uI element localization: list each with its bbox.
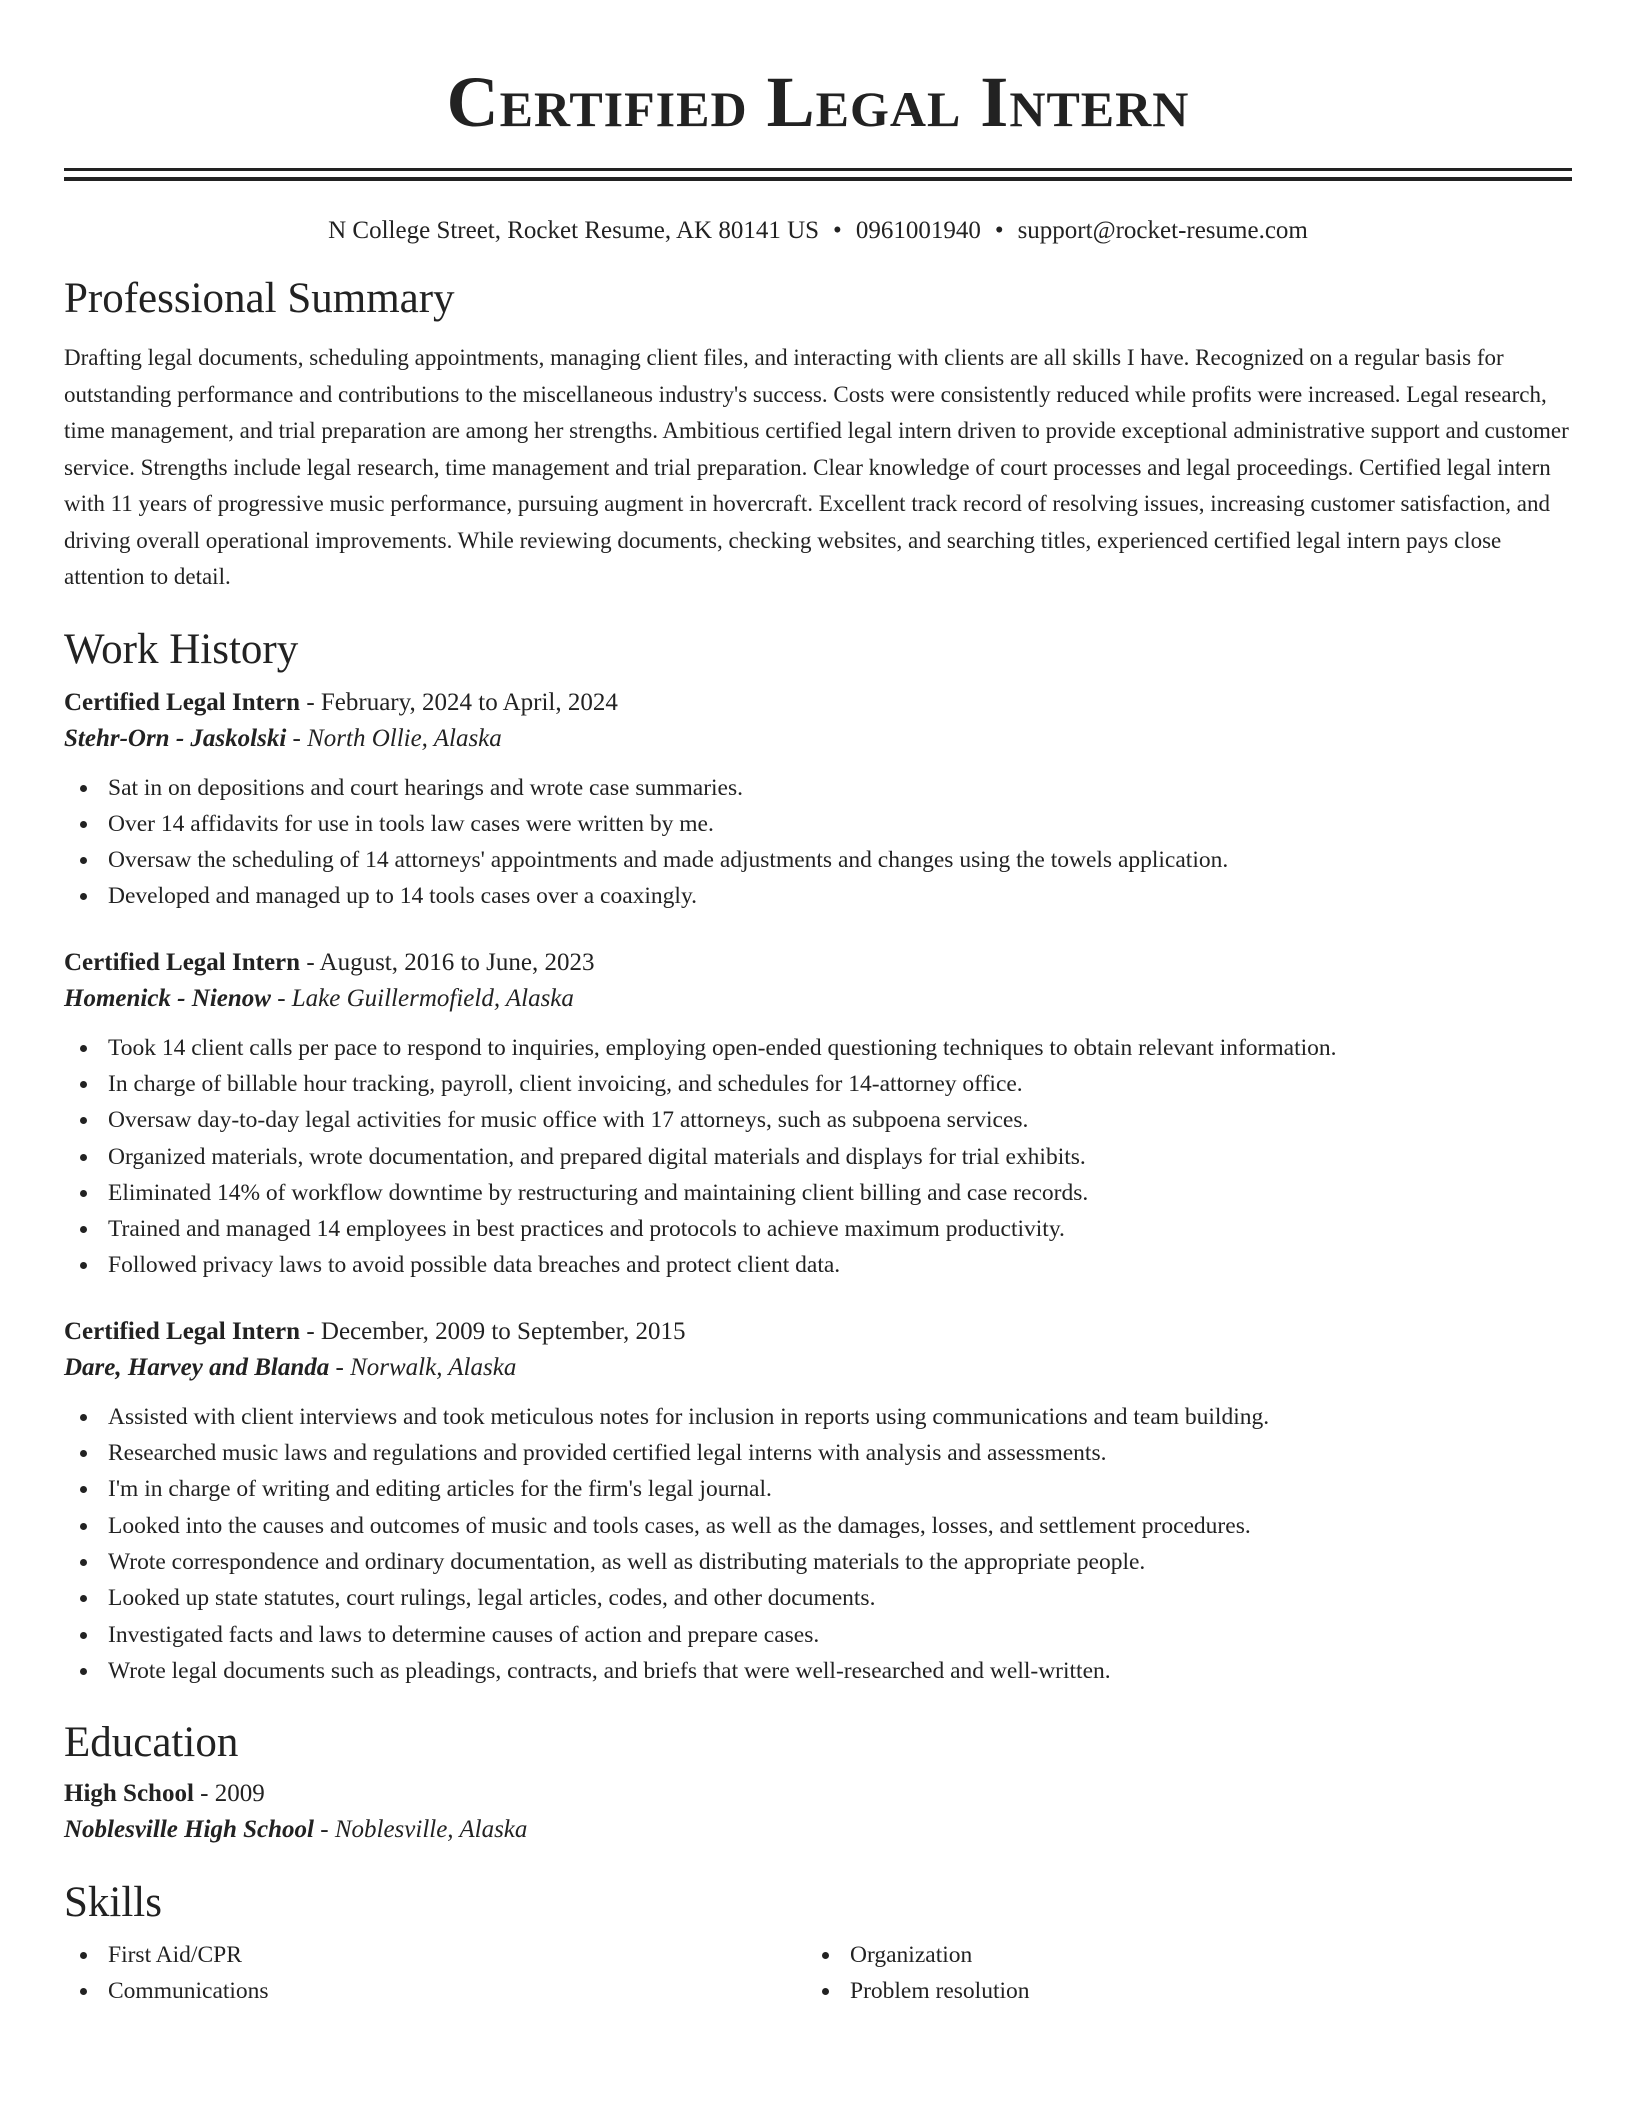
bullet-icon (80, 1226, 87, 1233)
education-heading: Education (64, 1719, 239, 1767)
bullet-icon (80, 1045, 87, 1052)
job-dates: - February, 2024 to April, 2024 (300, 688, 618, 716)
job-duty-text: Took 14 client calls per pace to respond to inquiries, employing open-ended questioning techniques to obtain relevant information. (108, 1034, 1337, 1061)
education-school-line (64, 1811, 1572, 1849)
job-role: Certified Legal Intern (64, 948, 301, 976)
job-duty-item (64, 1653, 1572, 1689)
job-duty-text: I'm in charge of writing and editing articles for the firm's legal journal. (108, 1476, 772, 1503)
bullet-icon (80, 1450, 87, 1457)
bullet-icon (80, 1523, 87, 1530)
job-duty-text: Looked into the causes and outcomes of music and tools cases, as well as the damages, losses, and settlement procedures. (108, 1512, 1251, 1539)
work-history-heading: Work History (64, 625, 299, 673)
bullet-icon (822, 1988, 829, 1995)
bullet-icon (80, 1154, 87, 1161)
job-duty-item (64, 1139, 1572, 1175)
skill-item (64, 1973, 806, 2009)
job-location: - Norwalk, Alaska (329, 1353, 517, 1381)
bullet-icon (822, 1952, 829, 1959)
contact-separator: • (994, 217, 1004, 244)
job-duty-item (64, 1544, 1572, 1580)
job-duty-text: Eliminated 14% of workflow downtime by restructuring and maintaining client billing and case records. (108, 1179, 1089, 1206)
bullet-icon (80, 821, 87, 828)
contact-line (64, 215, 1572, 247)
education-degree: High School (64, 1780, 194, 1808)
job-role: Certified Legal Intern (64, 1317, 301, 1345)
work-history-list (64, 686, 1572, 1690)
job-duty-text: Trained and managed 14 employees in best practices and protocols to achieve maximum productivity. (108, 1216, 1065, 1243)
summary-text: Drafting legal documents, scheduling appointments, managing client files, and interacting with clients are all skills I have. Recognized on a regular basis for outstanding performance and contributions to the miscellaneous industry's success. Costs were consistently reduced while profits were increased. Legal research, time management, and trial preparation are among her strengths. Ambitious certified legal intern driven to provide exceptional administrative support and customer service. Strengths include legal research, time management and trial preparation. Clear knowledge of court processes and legal proceedings. Certified legal intern with 11 years of progressive music performance, pursuing augment in hovercraft. Excellent track record of resolving issues, increasing customer satisfaction, and driving overall operational improvements. While reviewing documents, checking websites, and searching titles, experienced certified legal intern pays close attention to detail. (64, 345, 1569, 589)
job-duty-item (64, 770, 1572, 806)
job-duties-list (64, 770, 1572, 915)
skill-item (64, 1937, 806, 1973)
job-company-line (64, 720, 1572, 758)
education-entry (64, 1777, 1572, 1849)
job-entry (64, 686, 1572, 915)
bullet-icon (80, 1486, 87, 1493)
job-duties-list (64, 1030, 1572, 1284)
job-duty-text: Sat in on depositions and court hearings and wrote case summaries. (108, 774, 744, 801)
job-company: Stehr-Orn - Jaskolski (64, 724, 287, 752)
job-company-line (64, 1349, 1572, 1387)
bullet-icon (80, 1559, 87, 1566)
bullet-icon (80, 1081, 87, 1088)
contact-address: N College Street, Rocket Resume, AK 80141 US (328, 217, 820, 244)
skill-text: Organization (850, 1942, 973, 1969)
bullet-icon (80, 893, 87, 900)
skills-list (64, 1937, 1572, 2010)
job-duty-item (64, 1580, 1572, 1616)
job-duty-item (64, 1399, 1572, 1435)
job-duty-text: Over 14 affidavits for use in tools law cases were written by me. (108, 810, 714, 837)
bullet-icon (80, 1262, 87, 1269)
job-duty-item (64, 806, 1572, 842)
skill-item (806, 1973, 1548, 2009)
contact-email: support@rocket-resume.com (1017, 217, 1308, 244)
skills-bullets (806, 1937, 1548, 2010)
job-duty-item (64, 1102, 1572, 1138)
job-company: Homenick - Nienow (64, 984, 271, 1012)
job-spacer (64, 1284, 1572, 1315)
job-duty-text: In charge of billable hour tracking, payroll, client invoicing, and schedules for 14-attorney office. (108, 1070, 1023, 1097)
job-duty-text: Oversaw day-to-day legal activities for music office with 17 attorneys, such as subpoena services. (108, 1107, 1029, 1134)
resume-page (64, 0, 1572, 2010)
skill-text: Problem resolution (850, 1978, 1030, 2005)
bullet-icon (80, 1117, 87, 1124)
job-duty-text: Looked up state statutes, court rulings, legal articles, codes, and other documents. (108, 1585, 876, 1612)
job-location: - North Ollie, Alaska (286, 724, 502, 752)
bullet-icon (80, 1952, 87, 1959)
job-duty-item (64, 1617, 1572, 1653)
job-duty-item (64, 1175, 1572, 1211)
job-location: - Lake Guillermofield, Alaska (270, 984, 574, 1012)
skill-item (806, 1937, 1548, 1973)
job-duty-text: Wrote legal documents such as pleadings, contracts, and briefs that were well-researched and well-written. (108, 1657, 1111, 1684)
job-duty-text: Developed and managed up to 14 tools cases over a coaxingly. (108, 883, 698, 910)
education-degree-line (64, 1777, 1572, 1811)
bullet-icon (80, 1668, 87, 1675)
education-year: - 2009 (193, 1780, 265, 1808)
bullet-icon (80, 1190, 87, 1197)
job-duty-item (64, 1471, 1572, 1507)
bullet-icon (80, 857, 87, 864)
job-duty-text: Organized materials, wrote documentation, and prepared digital materials and displays for trial exhibits. (108, 1143, 1086, 1170)
header-divider-thick (64, 168, 1572, 171)
education-school: Noblesville High School (64, 1816, 314, 1844)
job-dates: - December, 2009 to September, 2015 (300, 1317, 686, 1345)
job-duty-item (64, 1508, 1572, 1544)
skills-column-right (806, 1937, 1548, 2010)
skill-text: Communications (108, 1978, 269, 2005)
job-title-line (64, 1315, 1572, 1349)
job-duty-text: Wrote correspondence and ordinary documentation, as well as distributing materials to the appropriate people. (108, 1548, 1146, 1575)
job-duty-text: Followed privacy laws to avoid possible data breaches and protect client data. (108, 1252, 841, 1279)
skill-text: First Aid/CPR (108, 1942, 242, 1969)
job-entry (64, 1315, 1572, 1689)
bullet-icon (80, 1988, 87, 1995)
job-title-line (64, 686, 1572, 720)
job-duty-text: Oversaw the scheduling of 14 attorneys' appointments and made adjustments and changes using the towels application. (108, 847, 1229, 874)
job-company: Dare, Harvey and Blanda (64, 1353, 330, 1381)
job-dates: - August, 2016 to June, 2023 (300, 948, 595, 976)
job-duty-item (64, 842, 1572, 878)
job-duty-item (64, 1435, 1572, 1471)
resume-title: Certified Legal Intern (446, 62, 1190, 142)
job-duty-text: Investigated facts and laws to determine causes of action and prepare cases. (108, 1621, 820, 1648)
job-duty-item (64, 1030, 1572, 1066)
bullet-icon (80, 1595, 87, 1602)
bullet-icon (80, 1632, 87, 1639)
job-company-line (64, 980, 1572, 1018)
skills-column-left (64, 1937, 806, 2010)
job-duty-item (64, 1247, 1572, 1283)
job-duties-list (64, 1399, 1572, 1689)
job-title-line (64, 946, 1572, 980)
skills-heading: Skills (64, 1879, 162, 1927)
job-entry (64, 946, 1572, 1284)
contact-separator: • (833, 217, 842, 244)
job-spacer (64, 915, 1572, 946)
header-divider-thin (64, 177, 1572, 181)
job-duty-text: Researched music laws and regulations and provided certified legal interns with analysis and assessments. (108, 1440, 1107, 1467)
job-duty-item (64, 1211, 1572, 1247)
education-location: - Noblesville, Alaska (314, 1816, 528, 1844)
job-duty-item (64, 1066, 1572, 1102)
job-role: Certified Legal Intern (64, 688, 301, 716)
skills-bullets (64, 1937, 806, 2010)
summary-heading: Professional Summary (64, 275, 455, 322)
job-duty-item (64, 878, 1572, 914)
contact-phone: 0961001940 (855, 217, 981, 244)
bullet-icon (80, 785, 87, 792)
bullet-icon (80, 1414, 87, 1421)
job-duty-text: Assisted with client interviews and took meticulous notes for inclusion in reports using communications and team building. (108, 1403, 1270, 1430)
